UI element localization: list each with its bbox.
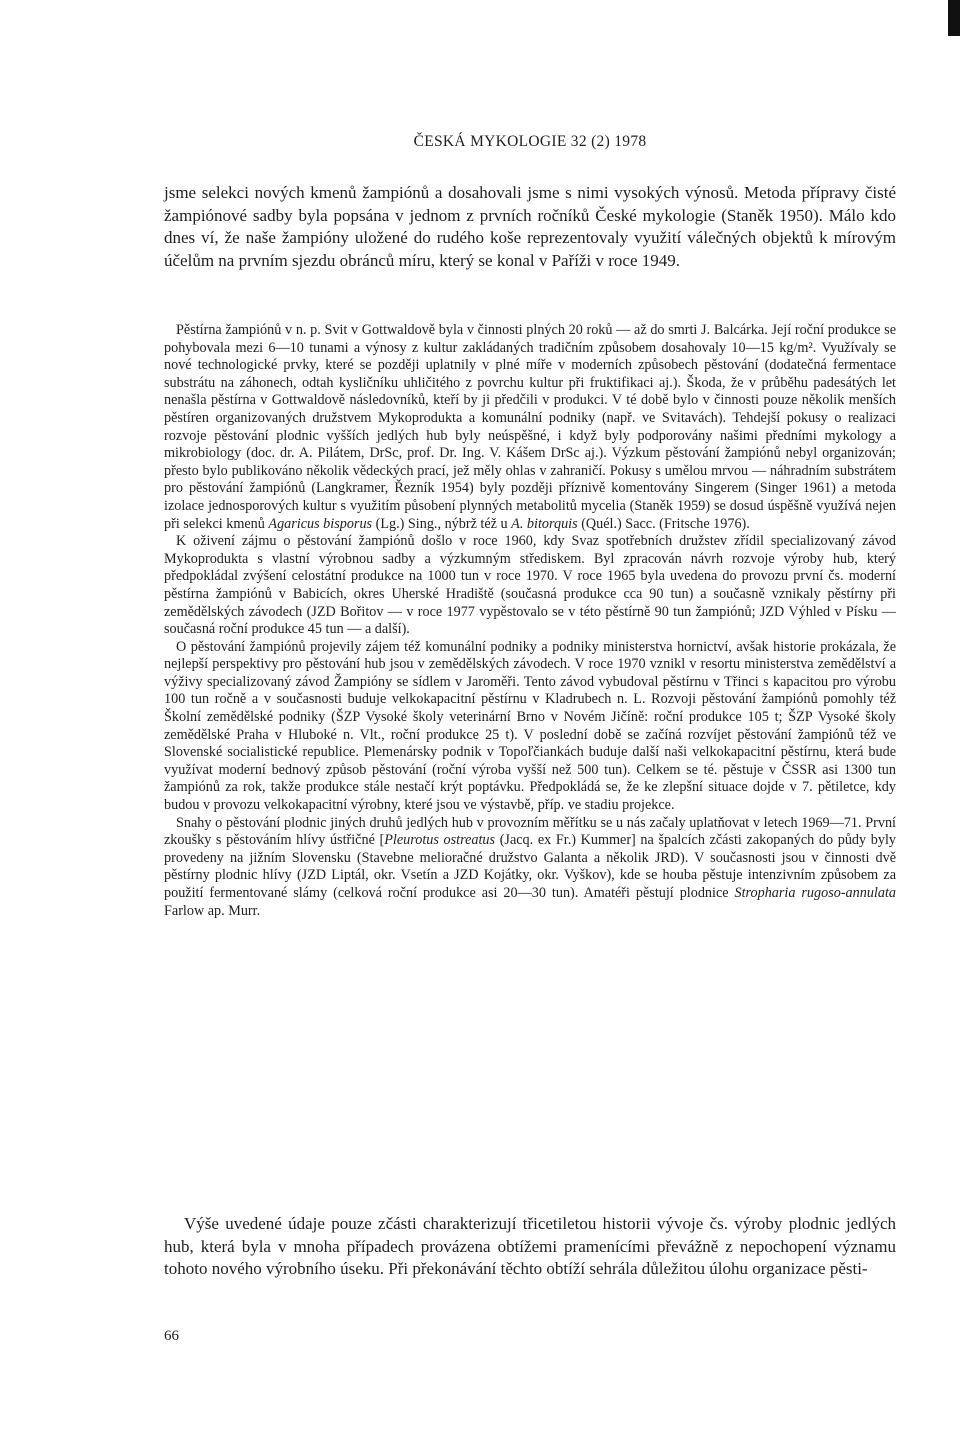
paragraph-gottwaldov-mid: (Lg.) Sing., nýbrž též u <box>375 515 508 532</box>
summary-paragraph: Výše uvedené údaje pouze zčásti charakterizují třicetiletou historii vývoje čs. výroby plodnic jedlých hub, která byla v mnoha případech provázena obtížemi pramenícími převážně z nepochopení významu tohoto nového výrobního úseku. Při překonávání těchto obtíží sehrála důležitou úlohu organizace pěsti- <box>164 1214 896 1279</box>
species-stropharia: Stropharia rugoso-annulata <box>734 885 896 901</box>
scan-edge-mark <box>948 0 960 36</box>
page-number: 66 <box>164 1328 179 1344</box>
species-pleurotus-ostreatus: Pleurotus ostreatus <box>384 832 496 849</box>
paragraph-komunalni-podniky: O pěstování žampiónů projevily zájem též komunální podniky a podniky ministerstva hornictví, avšak historie prokázala, že nejlepší perspektivy pro pěstování hub jsou v zemědělských závodech. V roce 1970 vznikl v resortu ministerstva zemědělství a výživy specializovaný závod Žampióny se sídlem v Jaroměři. Tento závod vybudoval pěstírnu v Třinci s kapacitou pro výrobu 100 tun ročně a v současnosti buduje velkokapacitní pěstírnu v Kladrubech n. L. Rozvoji pěstování žampiónů pomohly též Školní zemědělské podniky (ŠZP Vysoké školy veterinární Brno v Novém Jičíně: roční produkce 105 t; ŠZP Vysoké školy zemědělské Praha v Hluboké n. Vlt., roční produkce 25 t). V poslední době se začíná rozvíjet pěstování žampiónů též ve Slovenské socialistické republice. Plemenársky podnik v Topoľčiankách buduje další naši velkokapacitní pěstírnu, která bude využívat moderní bednový způsob pěstování (roční výroba vyšší než 500 tun). Celkem se té. pěstuje v ČSSR asi 1300 tun žampiónů za rok, takže produkce stále nestačí krýt poptávku. Předpokládá se, že ke zlepšní situace dojde v 7. pětiletce, kdy budou v provozu velkokapacitní výrobny, které jsou ve výstavbě, příp. ve stadiu projekce. <box>164 638 896 814</box>
paragraph-hliva <box>164 815 896 921</box>
paragraph-hliva-mid: (Jacq. ex Fr.) Kummer] na špalcích zčásti zakopaných do půdy byly provedeny na jižním Slovensku (Stavebne melioračné družstvo Galanta a několik JRD). V současnosti jsou v činnosti dvě pěstírny plodnic hlívy (JZD Liptál, okr. Vsetín a JZD Kojátky, okr. Vyškov), kde se houba pěstuje intenzivním způsobem za použití fermentované slámy (celková roční produkce asi 20—30 tun). Amatéři pěstují plodnice <box>164 832 896 901</box>
small-print-section <box>164 322 896 920</box>
paragraph-hliva-start: Snahy o pěstování plodnic jiných druhů jedlých hub v provozním měřítku se u nás začaly uplatňovat v letech 1969—71. První zkoušky s pěstováním hlívy ústřičné [ <box>164 814 896 849</box>
paragraph-gottwaldov-text: Pěstírna žampiónů v n. p. Svit v Gottwaldově byla v činnosti plných 20 roků — až do smrti J. Balcárka. Její roční produkce se pohybovala mezi 6—10 tunami a výnosy z kultur zakládaných tradičním způsobem dosahovaly 10—15 kg/m². Využívaly se nové technologické prvky, které se později uplatnily v plné míře v moderních způsobech pěstování (dodatečná fermentace substrátu na záhonech, odtah kysličníku uhličitého z povrchu kultur při fruktifikaci aj.). Škoda, že v průběhu padesátých let nenašla pěstírna v Gottwaldově následovníků, kteří by ji předčili v produkci. V té době bylo v činnosti pouze několik menších pěstíren organizovaných družstvem Mykoprodukta a komunální podniky (např. ve Svitavách). Tehdejší pokusy o realizaci rozvoje pěstování plodnic vyšších jedlých hub byly neúspěšné, i když byly podporovány našimi předními mykology a mikrobiology (doc. dr. A. Pilátem, DrSc, prof. Dr. Ing. V. Kášem DrSc aj.). Výzkum pěstování žampiónů nebyl organizován; přesto bylo publikováno několik vědeckých prací, jež měly ohlas v zahraničí. Pokusy s umělou mrvou — náhradním substrátem pro pěstování žampiónů (Langkramer, Řezník 1954) byly později příznivě komentovány Singerem (Singer 1961) a metoda izolace jednosporových kultur s využitím působení plynných metabolitů mycelia (Staněk 1959) se dosud úspěšně využívá nejen při selekci kmenů <box>164 322 896 532</box>
paragraph-gottwaldov <box>164 322 896 533</box>
species-agaricus-bisporus: Agaricus bisporus <box>268 515 373 532</box>
paragraph-hliva-end: Farlow ap. Murr. <box>164 902 261 919</box>
journal-header: ČESKÁ MYKOLOGIE 32 (2) 1978 <box>413 133 647 150</box>
paragraph-gottwaldov-end: (Quél.) Sacc. (Fritsche 1976). <box>581 515 750 532</box>
paragraph-mykoprodukta: K oživení zájmu o pěstování žampiónů došlo v roce 1960, kdy Svaz spotřebních družstev zřídil specializovaný závod Mykoprodukta s vlastní výrobnou sadby a výzkumným střediskem. Byl zpracován návrh rozvoje výroby hub, který předpokládal zvýšení celostátní produkce na 1000 tun v roce 1970. V roce 1965 byla uvedena do provozu první čs. moderní pěstírna žampiónů v Babicích, okres Uherské Hradiště (současná produkce cca 90 tun) a současně vznikaly pěstírny při zemědělských závodech (JZD Bořitov — v roce 1977 vypěstovalo se v této pěstírně 90 tun žampiónů; JZD Výhled v Písku — současná roční produkce 45 tun — a další). <box>164 533 896 638</box>
intro-paragraph: jsme selekci nových kmenů žampiónů a dosahovali jsme s nimi vysokých výnosů. Metoda přípravy čisté žampiónové sadby byla popsána v jednom z prvních ročníků České mykologie (Staněk 1950). Málo kdo dnes ví, že naše žampióny uložené do rudého koše reprezentovaly využití válečných objektů k mírovým účelům na prvním sjezdu obránců míru, který se konal v Paříži v roce 1949. <box>164 183 896 270</box>
species-a-bitorquis: A. bitorquis <box>511 515 578 532</box>
